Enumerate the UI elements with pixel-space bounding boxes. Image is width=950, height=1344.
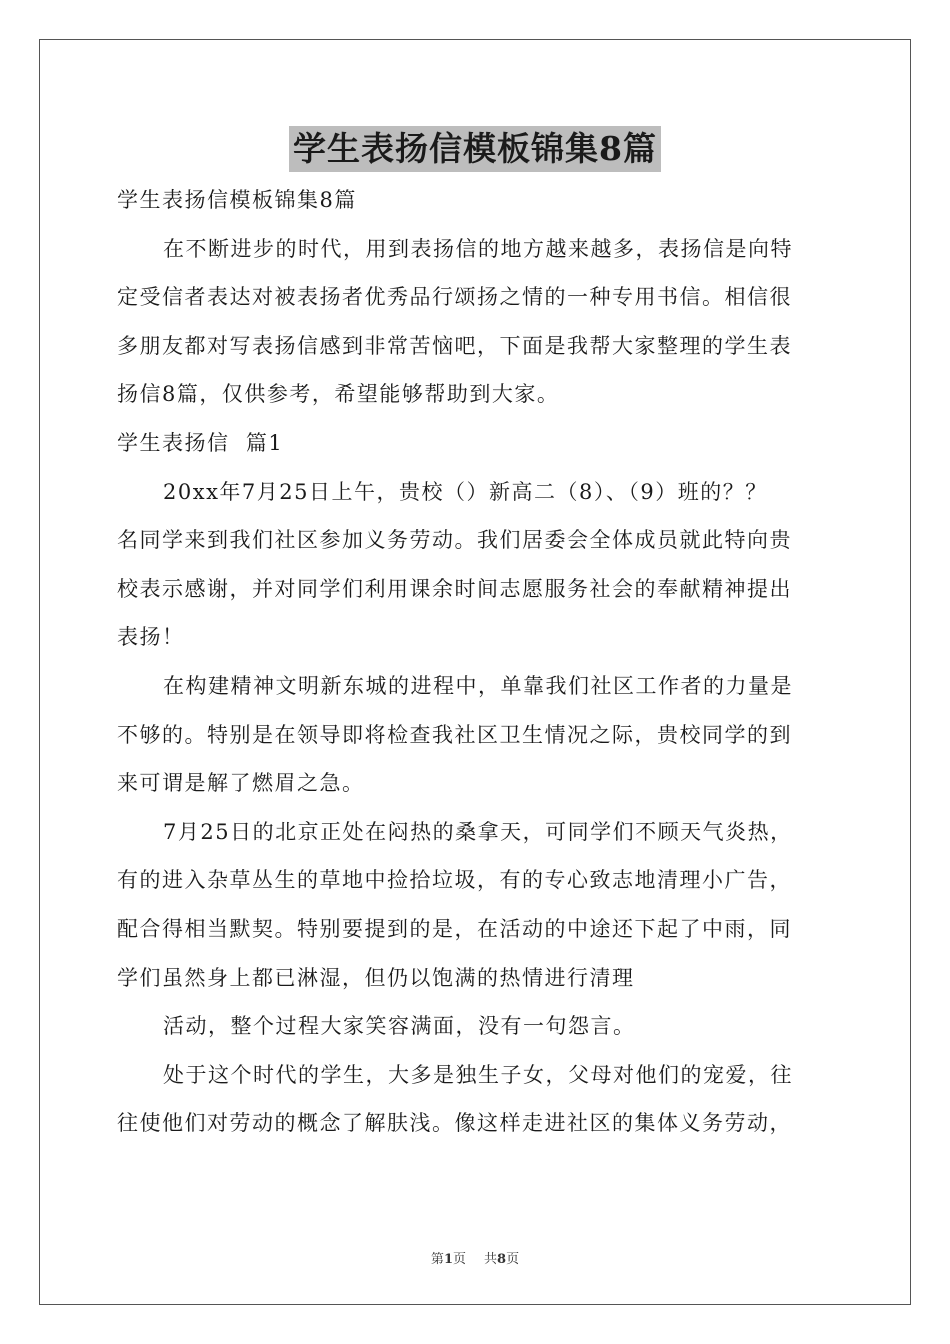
document-title: 学生表扬信模板锦集8篇 bbox=[289, 126, 661, 172]
body-line: 校表示感谢，并对同学们利用课余时间志愿服务社会的奉献精神提出 bbox=[117, 576, 792, 601]
title-block bbox=[0, 126, 950, 172]
total-pages-number: 8 bbox=[497, 1252, 507, 1267]
body-line: 活动，整个过程大家笑容满面，没有一句怨言。 bbox=[163, 1014, 636, 1039]
current-page-number: 1 bbox=[443, 1252, 453, 1267]
document-body bbox=[117, 176, 839, 1148]
body-line: 处于这个时代的学生，大多是独生子女，父母对他们的宠爱，往 bbox=[163, 1062, 793, 1087]
body-line: 配合得相当默契。特别要提到的是，在活动的中途还下起了中雨，同 bbox=[117, 916, 792, 941]
body-line: 在不断进步的时代，用到表扬信的地方越来越多，表扬信是向特 bbox=[163, 236, 793, 261]
body-line: 名同学来到我们社区参加义务劳动。我们居委会全体成员就此特向贵 bbox=[117, 528, 792, 553]
body-line: 多朋友都对写表扬信感到非常苦恼吧，下面是我帮大家整理的学生表 bbox=[117, 333, 792, 358]
body-line: 学们虽然身上都已淋湿，但仍以饱满的热情进行清理 bbox=[117, 965, 635, 990]
body-line: 有的进入杂草丛生的草地中捡拾垃圾，有的专心致志地清理小广告， bbox=[117, 868, 792, 893]
total-label-suffix: 页 bbox=[506, 1252, 520, 1267]
section-heading: 学生表扬信 篇1 bbox=[117, 430, 284, 455]
body-line: 表扬！ bbox=[117, 625, 185, 650]
page-footer bbox=[0, 1248, 950, 1267]
page-label-prefix: 第 bbox=[430, 1252, 444, 1267]
body-line: 定受信者表达对被表扬者优秀品行颂扬之情的一种专用书信。相信很 bbox=[117, 285, 792, 310]
body-line: 不够的。特别是在领导即将检查我社区卫生情况之际，贵校同学的到 bbox=[117, 722, 792, 747]
body-line: 往使他们对劳动的概念了解肤浅。像这样走进社区的集体义务劳动， bbox=[117, 1111, 792, 1136]
body-line: 在构建精神文明新东城的进程中，单靠我们社区工作者的力量是 bbox=[163, 673, 793, 698]
page-label-suffix: 页 bbox=[452, 1252, 466, 1267]
body-line: 20xx年7月25日上午，贵校（）新高二（8）、（9）班的？？ bbox=[163, 479, 768, 504]
body-line: 7月25日的北京正处在闷热的桑拿天，可同学们不顾天气炎热， bbox=[163, 819, 793, 844]
total-label-prefix: 共 bbox=[484, 1252, 498, 1267]
body-line: 扬信8篇，仅供参考，希望能够帮助到大家。 bbox=[117, 382, 560, 407]
body-line: 学生表扬信模板锦集8篇 bbox=[117, 188, 357, 212]
body-line: 来可谓是解了燃眉之急。 bbox=[117, 771, 365, 796]
